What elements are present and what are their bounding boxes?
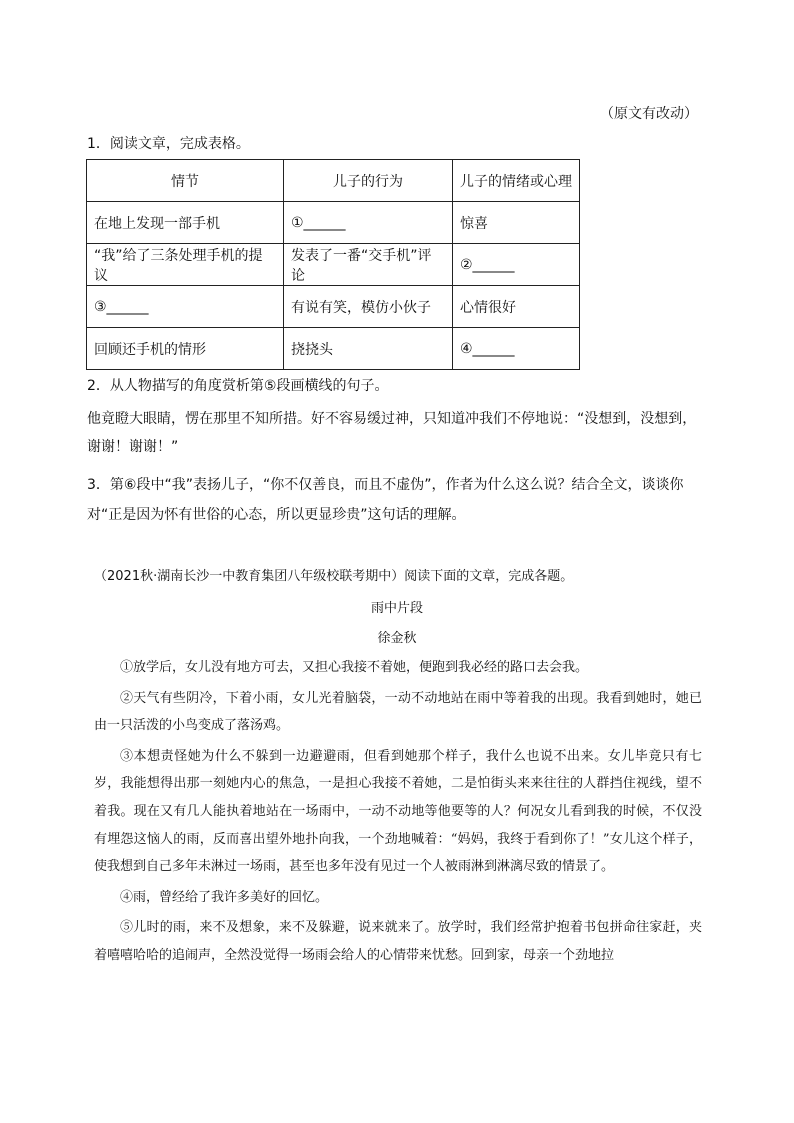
table-cell: 惊喜 <box>453 202 580 244</box>
table-header-cell: 情节 <box>87 160 284 202</box>
table-header-row <box>87 160 580 202</box>
article-paragraph: ①放学后，女儿没有地方可去，又担心我接不着她，便跑到我必经的路口去会我。 <box>120 660 589 675</box>
reading-section-intro: （2021秋·湖南长沙一中教育集团八年级校联考期中）阅读下面的文章，完成各题。 <box>94 569 574 584</box>
question-3-prompt: 3．第⑥段中“我”表扬儿子，“你不仅善良，而且不虚伪”，作者为什么这么说？结合全文，谈谈你对“正是因为怀有世俗的心态，所以更显珍贵”这句话的理解。 <box>87 477 684 523</box>
table-row <box>87 286 580 328</box>
article-paragraph: ④雨，曾经给了我许多美好的回忆。 <box>120 889 329 905</box>
question-2-quote: 他竟瞪大眼睛，愣在那里不知所措。好不容易缓过神，只知道冲我们不停地说：“没想到，没想到，谢谢！谢谢！” <box>87 411 697 455</box>
table-row <box>87 328 580 370</box>
table-header-cell: 儿子的行为 <box>284 160 453 202</box>
table-cell: 有说有笑，模仿小伙子 <box>284 286 453 328</box>
table-blank-cell: ①______ <box>284 202 453 244</box>
table-cell: “我”给了三条处理手机的提议 <box>87 244 284 286</box>
table-blank-cell: ③______ <box>87 286 284 328</box>
table-cell: 心情很好 <box>453 286 580 328</box>
table-blank-cell: ④______ <box>453 328 580 370</box>
article-paragraph: ②天气有些阴冷，下着小雨，女儿光着脑袋，一动不动地站在雨中等着我的出现。我看到她时，她已由一只活泼的小鸟变成了落汤鸡。 <box>94 690 702 734</box>
table-row <box>87 202 580 244</box>
table-cell: 回顾还手机的情形 <box>87 328 284 370</box>
table-blank-cell: ②______ <box>453 244 580 286</box>
article-body <box>94 654 702 973</box>
table-row <box>87 244 580 286</box>
question-2-prompt: 2．从人物描写的角度赏析第⑤段画横线的句子。 <box>87 378 389 394</box>
article-paragraph: ⑤儿时的雨，来不及想象，来不及躲避，说来就来了。放学时，我们经常护抱着书包拼命往家赶，夹着嘻嘻哈哈的追闹声，全然没觉得一场雨会给人的心情带来忧愁。回到家，母亲一个劲地拉 <box>94 920 702 963</box>
question-1-prompt: 1．阅读文章，完成表格。 <box>87 136 250 152</box>
article-paragraph: ③本想责怪她为什么不躲到一边避避雨，但看到她那个样子，我什么也说不出来。女儿毕竟只有七岁，我能想得出那一刻她内心的焦急，一是担心我接不着她，二是怕街头来来往往的人群挡住视线，望不着我。现在又有几人能执着地站在一场雨中，一动不动地等他要等的人？何况女儿看到我的时候，不仅没有埋怨这恼人的雨，反而喜出望外地扑向我，一个劲地喊着：“妈妈，我终于看到你了！”女儿这个样子，使我想到自己多年未淋过一场雨，甚至也多年没有见过一个人被雨淋到淋漓尽致的情景了。 <box>94 748 702 875</box>
plot-behavior-table <box>86 159 580 370</box>
table-cell: 挠挠头 <box>284 328 453 370</box>
table-cell: 在地上发现一部手机 <box>87 202 284 244</box>
source-note: （原文有改动） <box>600 106 698 122</box>
table-cell: 发表了一番“交手机”评论 <box>284 244 453 286</box>
article-title: 雨中片段 <box>370 601 423 616</box>
article-author: 徐金秋 <box>377 631 417 646</box>
table-header-cell: 儿子的情绪或心理 <box>453 160 580 202</box>
